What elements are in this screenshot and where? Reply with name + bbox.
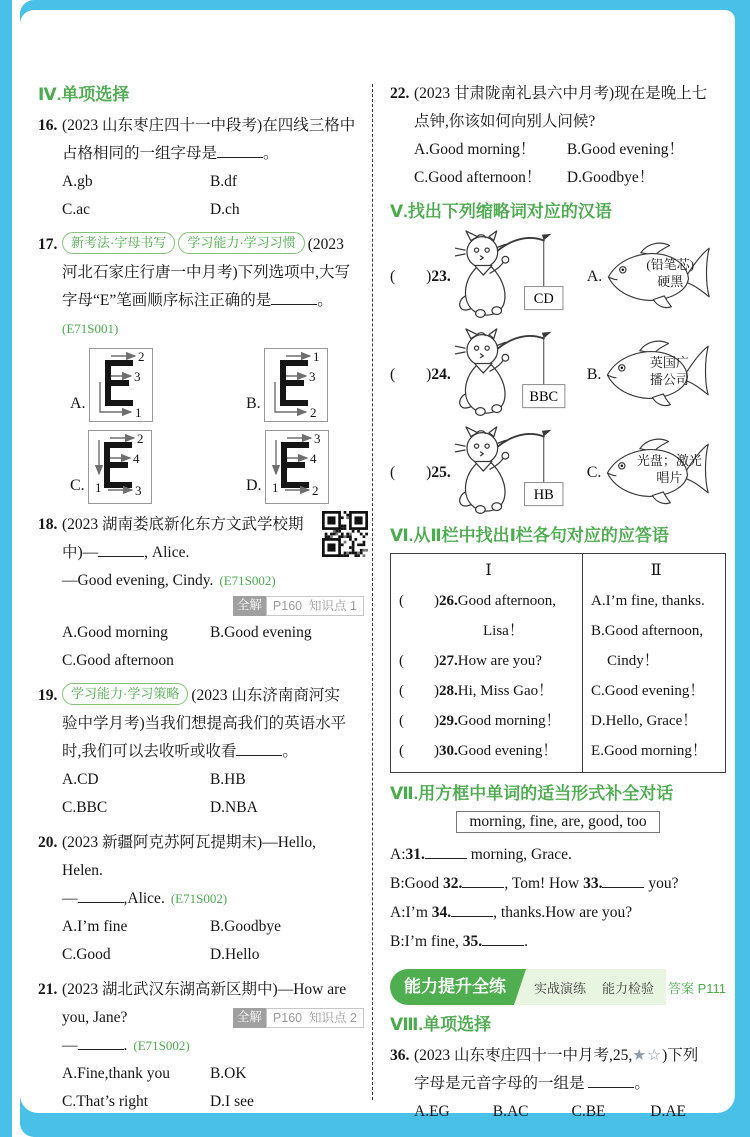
svg-text:2: 2 <box>309 405 317 420</box>
stroke-option-b <box>246 348 396 422</box>
question-number: 20. <box>38 834 58 851</box>
option-b: B.HB <box>209 771 246 788</box>
section-heading-iv: Ⅳ.单项选择 <box>38 85 130 104</box>
svg-text:2: 2 <box>136 431 144 446</box>
matching-table <box>390 553 726 773</box>
banner-title: 能力提升全练 <box>390 969 514 1005</box>
svg-text:1: 1 <box>312 349 320 364</box>
fish-text: (铅笔芯) 硬黑 <box>646 256 695 289</box>
question-number: 36. <box>390 1047 410 1064</box>
question-21 <box>38 976 364 1116</box>
stroke-order-diagram-c <box>88 430 152 504</box>
svg-text:3: 3 <box>133 369 141 384</box>
question-text: . <box>123 1037 128 1054</box>
question-text: 时,我们可以去收听或收看 <box>62 743 237 760</box>
match-row-24 <box>390 327 726 423</box>
question-text: (2023 <box>307 236 344 253</box>
question-text: 中)— <box>62 544 99 561</box>
answer-page-reference: 答案 P111 <box>667 980 726 996</box>
question-number: 17. <box>38 236 58 253</box>
dialogue-line-1: A:31. morning, Grace. <box>390 846 572 863</box>
option-a: A.CD <box>62 771 99 788</box>
answer-blank <box>588 1073 634 1088</box>
column-2-header: Ⅱ <box>650 562 662 579</box>
svg-text:2: 2 <box>311 483 319 498</box>
cat-fishing-illustration <box>451 229 577 325</box>
answer-reference-badge <box>233 596 364 616</box>
section-heading-v: Ⅴ.找出下列缩略词对应的汉语 <box>390 202 612 221</box>
answer-parentheses: ( ) <box>390 366 432 383</box>
question-17 <box>38 231 364 504</box>
stroke-option-c <box>70 430 246 504</box>
difficulty-stars: ★☆ <box>632 1047 663 1064</box>
question-text: Helen. <box>62 862 103 879</box>
question-text: 字母是元音字母的一组是 <box>414 1075 589 1092</box>
answer-blank <box>602 873 644 888</box>
answer-parentheses: ( ) <box>390 268 432 285</box>
svg-text:CD: CD <box>533 290 554 307</box>
option-d: D.Hello <box>209 946 260 963</box>
dialogue-line-3: A:I’m 34. , thanks.How are you? <box>390 904 633 921</box>
answer-blank <box>78 888 124 903</box>
question-number: 16. <box>38 117 58 134</box>
answer-blank <box>271 290 317 305</box>
exercise-code: (E71S002) <box>133 1038 190 1053</box>
question-20 <box>38 829 364 969</box>
option-a: A.gb <box>62 173 93 190</box>
dialogue-line-4: B:I’m fine, 35. . <box>390 933 529 950</box>
banner-subtitle-strip <box>508 969 666 1005</box>
question-text: (2023 湖北武汉东湖高新区期中)—How are <box>62 981 347 998</box>
match-row-23 <box>390 229 726 325</box>
question-text: — <box>62 890 78 907</box>
table-column-1: Ⅰ ( )26.Good afternoon, Lisa！ ( )27.How are you? ( )28.Hi, Miss Gao！ ( )29.Good morning！ ( )30.Good evening！ <box>391 554 583 772</box>
option-d: D.AE <box>650 1103 686 1120</box>
answer-blank <box>482 931 524 946</box>
question-text: — <box>62 1037 78 1054</box>
item-number: 24. <box>431 366 451 383</box>
question-16 <box>38 112 364 224</box>
question-text: (2023 山东济南商河实 <box>191 687 340 704</box>
answer-blank <box>462 873 504 888</box>
option-d: D.NBA <box>209 799 258 816</box>
option-b: B.Goodbye <box>209 918 282 935</box>
fish-option-label: B. <box>586 366 602 383</box>
stroke-option-d <box>246 430 396 504</box>
stroke-option-a <box>70 348 246 422</box>
answer-reference-badge <box>233 1008 364 1028</box>
question-text: (2023 山东枣庄四十一中段考)在四线三格中 <box>62 117 356 134</box>
cat-fishing-illustration <box>451 327 577 423</box>
question-text: —Good evening, Cindy. <box>62 572 214 589</box>
answer-blank <box>217 143 263 158</box>
question-text: 验中学月考)当我们想提高我们的英语水平 <box>62 715 347 732</box>
column-1-header: Ⅰ <box>485 562 492 579</box>
svg-text:3: 3 <box>313 431 321 446</box>
option-b: B.AC <box>492 1103 529 1120</box>
option-b: B.Good evening！ <box>566 141 684 158</box>
option-b: B.df <box>209 173 238 190</box>
option-label: A. <box>70 395 86 412</box>
svg-text:3: 3 <box>308 369 316 384</box>
word-bank: morning, fine, are, good, too <box>456 811 659 833</box>
banner-sub-2: 能力检验 <box>602 980 655 996</box>
question-text: (2023 山东枣庄四十一中月考,25, <box>414 1047 633 1064</box>
option-c: C.Good afternoon <box>62 652 174 669</box>
table-column-2: Ⅱ A.I’m fine, thanks. B.Good afternoon, Cindy！ C.Good evening！ D.Hello, Grace！ E.Good morning！ <box>583 554 725 772</box>
item-number: 25. <box>431 464 451 481</box>
left-column <box>38 80 364 1123</box>
skill-badge: 学习能力·学习习惯 <box>178 232 304 254</box>
question-number: 18. <box>38 516 58 533</box>
exercise-code: (E71S002) <box>170 891 228 906</box>
right-column <box>390 80 726 1133</box>
question-text: (2023 甘肃陇南礼县六中月考)现在是晚上七 <box>414 85 708 102</box>
stroke-order-diagram-d <box>265 430 329 504</box>
cat-fishing-illustration <box>451 425 577 521</box>
match-row-25 <box>390 425 726 521</box>
question-text: 字母“E”笔画顺序标注正确的是 <box>62 292 272 309</box>
left-page-edge <box>0 0 12 1137</box>
answer-parentheses: ( ) <box>390 464 432 481</box>
question-text: 。 <box>317 292 333 309</box>
svg-text:2: 2 <box>137 349 145 364</box>
option-label: C. <box>70 477 85 494</box>
qr-code <box>322 511 368 557</box>
dialogue-line-2: B:Good 32. , Tom! How 33. you? <box>390 875 679 892</box>
question-number: 22. <box>390 85 410 102</box>
item-number: 23. <box>431 268 451 285</box>
option-c: C.BBC <box>62 799 108 816</box>
svg-text:HB: HB <box>533 486 554 503</box>
fish-option-label: A. <box>586 268 603 285</box>
option-c: C.Good afternoon！ <box>414 169 542 186</box>
question-text: , Alice. <box>144 544 190 561</box>
answer-blank <box>98 542 144 557</box>
option-d: D.ch <box>209 201 240 218</box>
question-text: )下列 <box>662 1047 699 1064</box>
question-text: 河北石家庄行唐一中月考)下列选项中,大写 <box>62 264 351 281</box>
option-c: C.ac <box>62 201 90 218</box>
banner-sub-1: 实战演练 <box>534 980 587 996</box>
question-text: (2023 新疆阿克苏阿瓦提期末)—Hello, <box>62 834 317 851</box>
question-36 <box>390 1042 726 1126</box>
question-text: ,Alice. <box>123 890 165 907</box>
answer-blank <box>236 741 282 756</box>
option-c: C.That’s right <box>62 1093 149 1110</box>
fish-text: 英国广 播公司 <box>649 354 689 387</box>
reference-text: P160 知识点 1 <box>266 596 364 616</box>
stroke-order-options <box>62 348 364 504</box>
fish-illustration <box>603 239 711 315</box>
fish-illustration <box>602 337 710 413</box>
question-text: 。 <box>282 743 298 760</box>
svg-text:4: 4 <box>132 451 140 466</box>
fish-illustration <box>602 435 710 511</box>
brand-tag: 全解 <box>233 1008 266 1028</box>
question-22 <box>390 80 726 192</box>
question-18 <box>38 511 364 675</box>
option-a: A.Good morning！ <box>414 141 536 158</box>
answer-blank <box>451 902 493 917</box>
option-a: A.EG <box>414 1103 450 1120</box>
question-19 <box>38 682 364 822</box>
answer-blank <box>425 844 467 859</box>
option-d: D.I see <box>209 1093 254 1110</box>
exercise-code: (E71S002) <box>219 573 276 588</box>
option-a: A.Good morning <box>62 624 168 641</box>
fish-text: 光盘；激光 唱片 <box>636 452 702 485</box>
question-text: 。 <box>634 1075 650 1092</box>
option-d: D.Goodbye！ <box>566 169 655 186</box>
option-b: B.OK <box>209 1065 247 1082</box>
question-text: you, Jane? <box>62 1009 128 1026</box>
option-a: A.I’m fine <box>62 918 128 935</box>
reference-text: P160 知识点 2 <box>266 1008 364 1028</box>
section-heading-vi: Ⅵ.从Ⅱ栏中找出Ⅰ栏各句对应的应答语 <box>390 526 669 545</box>
question-text: 。 <box>263 145 279 162</box>
svg-text:1: 1 <box>94 480 102 495</box>
stroke-order-diagram-a <box>89 348 153 422</box>
method-badge: 新考法·字母书写 <box>62 232 175 254</box>
column-divider <box>372 84 373 1100</box>
svg-text:1: 1 <box>134 405 142 420</box>
question-number: 21. <box>38 981 58 998</box>
section-heading-vii: Ⅶ.用方框中单词的适当形式补全对话 <box>390 784 674 803</box>
option-label: D. <box>246 477 262 494</box>
option-b: B.Good evening <box>209 624 312 641</box>
svg-text:4: 4 <box>309 451 317 466</box>
skill-badge: 学习能力·学习策略 <box>62 683 188 705</box>
svg-text:BBC: BBC <box>529 388 558 405</box>
option-c: C.BE <box>571 1103 606 1120</box>
question-text: 点钟,你该如何向别人问候? <box>414 113 596 130</box>
option-a: A.Fine,thank you <box>62 1065 171 1082</box>
fish-option-label: C. <box>586 464 602 481</box>
question-text: (2023 湖南娄底新化东方文武学校期 <box>62 516 304 533</box>
ability-improvement-banner <box>390 969 726 1005</box>
question-text: 占格相同的一组字母是 <box>62 145 218 162</box>
stroke-order-diagram-b <box>264 348 328 422</box>
svg-text:3: 3 <box>134 483 142 498</box>
section-heading-viii: Ⅷ.单项选择 <box>390 1015 492 1034</box>
answer-blank <box>78 1035 124 1050</box>
option-label: B. <box>246 395 261 412</box>
brand-tag: 全解 <box>233 596 266 616</box>
exercise-code: (E71S001) <box>62 321 119 336</box>
option-c: C.Good <box>62 946 111 963</box>
question-number: 19. <box>38 687 58 704</box>
svg-text:1: 1 <box>271 480 279 495</box>
